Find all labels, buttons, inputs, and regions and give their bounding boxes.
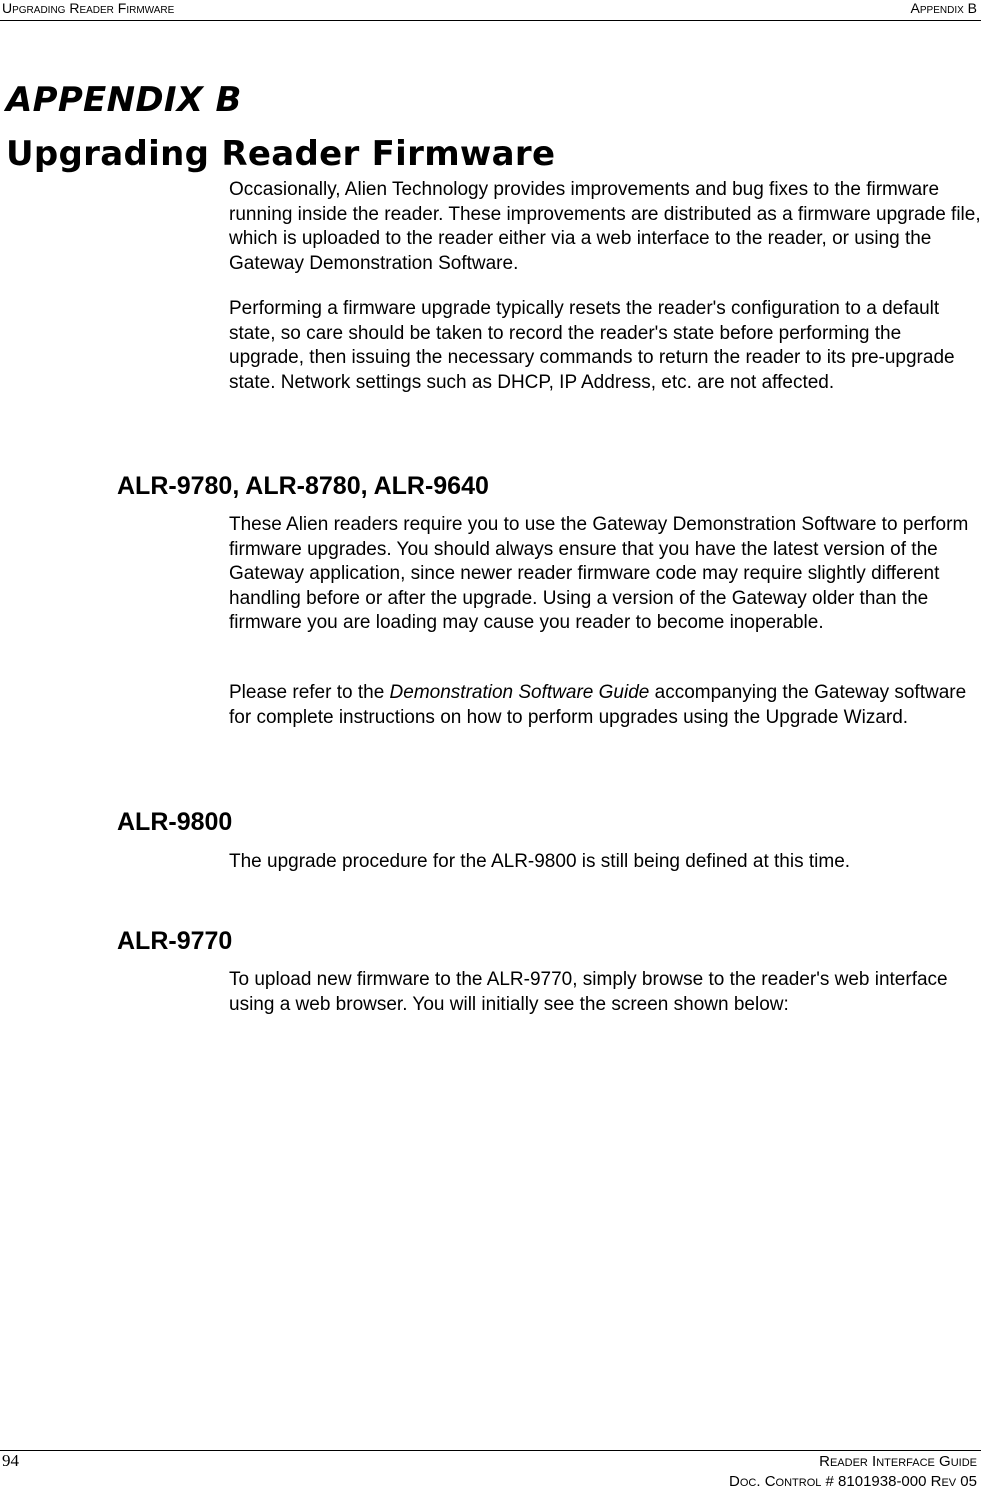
intro-paragraph-1: Occasionally, Alien Technology provides improvements and bug fixes to the firmware running inside the reader. These improvements are distributed as a firmware upgrade file, which is uploaded to the reader either via a web interface to the reader, or using the Gateway Demonstration Software. [229, 179, 981, 274]
section3-paragraph-1: To upload new firmware to the ALR-9770, simply browse to the reader's web interface using a web browser. You will initially see the screen shown below: [229, 969, 948, 1015]
intro-paragraph-2: Performing a firmware upgrade typically resets the reader's configuration to a default state, so care should be taken to record the reader's state before performing the upgrade, then issuing the necessary commands to return the reader to its pre-upgrade state. Network settings such as DHCP, IP Address, etc. are not affected. [229, 298, 955, 393]
footer-doc-control: Doc. Control # 8101938-000 Rev 05 [729, 1473, 977, 1490]
section-heading-alr-9800: ALR-9800 [117, 808, 233, 836]
page-footer [0, 1450, 981, 1493]
section2-paragraph-1: The upgrade procedure for the ALR-9800 is still being defined at this time. [229, 851, 851, 872]
section1-paragraph-2: Please refer to the Demonstration Software Guide accompanying the Gateway software for complete instructions on how to perform upgrades using the Upgrade Wizard. [229, 682, 967, 728]
header-appendix: Appendix B [910, 0, 977, 16]
header-section-title: Upgrading Reader Firmware [2, 0, 175, 16]
section1-paragraph-1: These Alien readers require you to use the Gateway Demonstration Software to perform firmware upgrades. You should always ensure that you have the latest version of the Gateway application, since newer reader firmware code may require slightly different handling before or after the upgrade. Using a version of the Gateway older than the firmware you are loading may cause you reader to become inoperable. [229, 514, 969, 633]
section-heading-alr-9780: ALR-9780, ALR-8780, ALR-9640 [117, 472, 489, 500]
footer-guide-title: Reader Interface Guide [819, 1453, 977, 1470]
appendix-label: APPENDIX B [6, 80, 242, 120]
section-heading-alr-9770: ALR-9770 [117, 927, 233, 955]
doc-reference: Demonstration Software Guide [389, 682, 650, 703]
page-header [0, 0, 981, 21]
page-title: Upgrading Reader Firmware [6, 134, 556, 174]
page-number: 94 [2, 1451, 19, 1470]
